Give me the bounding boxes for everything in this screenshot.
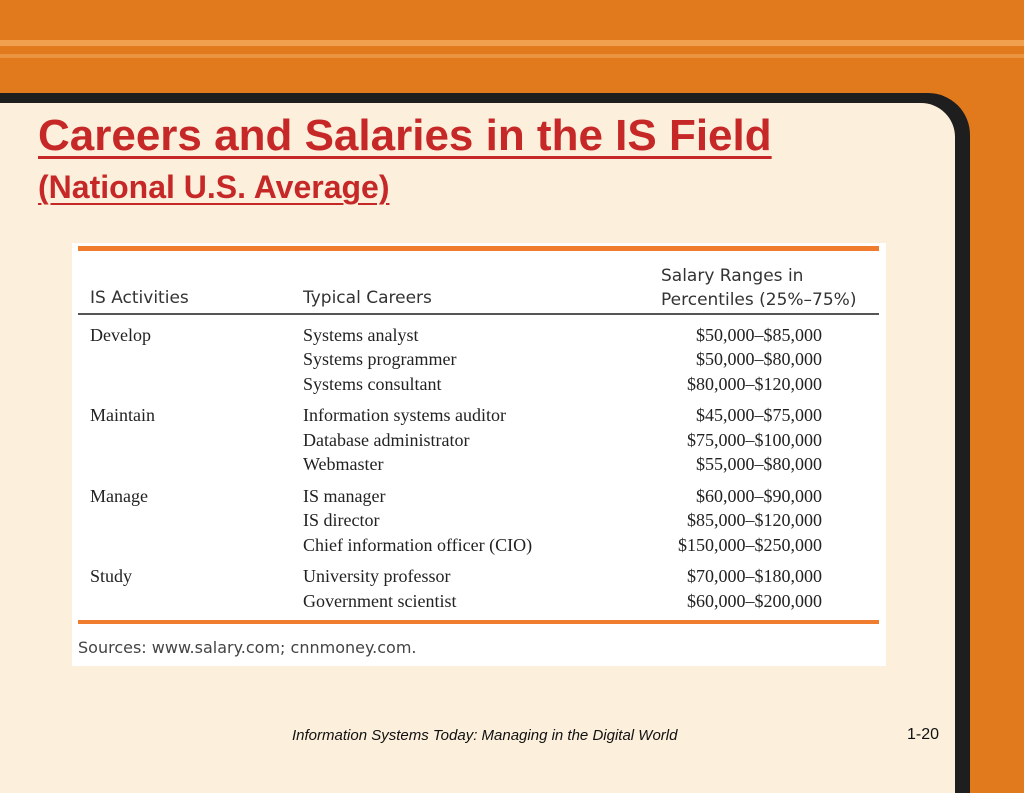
- top-stripe-thin: [0, 54, 1024, 58]
- row-career: Webmaster: [303, 454, 384, 474]
- row-career: Government scientist: [303, 591, 457, 611]
- row-salary: $75,000–$100,000: [687, 430, 822, 450]
- row-career: Systems analyst: [303, 325, 419, 345]
- footer-book-title: Information Systems Today: Managing in the Digital World: [292, 727, 678, 744]
- header-is-activities: IS Activities: [90, 288, 189, 308]
- header-salary-ranges: [661, 264, 856, 312]
- row-salary: $50,000–$85,000: [696, 325, 822, 345]
- row-career: IS director: [303, 510, 380, 530]
- row-career: Chief information officer (CIO): [303, 535, 533, 555]
- table-top-rule: [78, 246, 879, 251]
- row-career: Database administrator: [303, 430, 470, 450]
- row-career: University professor: [303, 566, 451, 586]
- row-salary: $85,000–$120,000: [687, 510, 822, 530]
- row-career: IS manager: [303, 486, 386, 506]
- row-activity: Develop: [90, 325, 151, 345]
- header-salary-line2: Percentiles (25%–75%): [661, 290, 857, 310]
- slide-subtitle: (National U.S. Average): [38, 169, 390, 205]
- row-career: Systems consultant: [303, 374, 442, 394]
- top-stripe: [0, 40, 1024, 46]
- slide-title: Careers and Salaries in the IS Field: [38, 111, 772, 160]
- header-salary-line1: Salary Ranges in: [661, 266, 804, 286]
- row-career: Information systems auditor: [303, 405, 506, 425]
- row-salary: $50,000–$80,000: [696, 349, 822, 369]
- row-activity: Manage: [90, 486, 148, 506]
- row-activity: Study: [90, 566, 133, 586]
- table-header-rule: [78, 313, 879, 315]
- header-typical-careers: Typical Careers: [303, 288, 432, 308]
- row-salary: $80,000–$120,000: [687, 374, 822, 394]
- row-salary: $60,000–$200,000: [687, 591, 822, 611]
- row-salary: $45,000–$75,000: [696, 405, 822, 425]
- table-sources-note: Sources: www.salary.com; cnnmoney.com.: [78, 638, 417, 657]
- row-salary: $70,000–$180,000: [687, 566, 822, 586]
- slide-page-number: 1-20: [907, 726, 940, 743]
- salary-table: [72, 243, 886, 666]
- row-activity: Maintain: [90, 405, 155, 425]
- row-salary: $60,000–$90,000: [696, 486, 822, 506]
- table-bottom-rule: [78, 620, 879, 624]
- row-salary: $55,000–$80,000: [696, 454, 822, 474]
- row-salary: $150,000–$250,000: [678, 535, 822, 555]
- row-career: Systems programmer: [303, 349, 457, 369]
